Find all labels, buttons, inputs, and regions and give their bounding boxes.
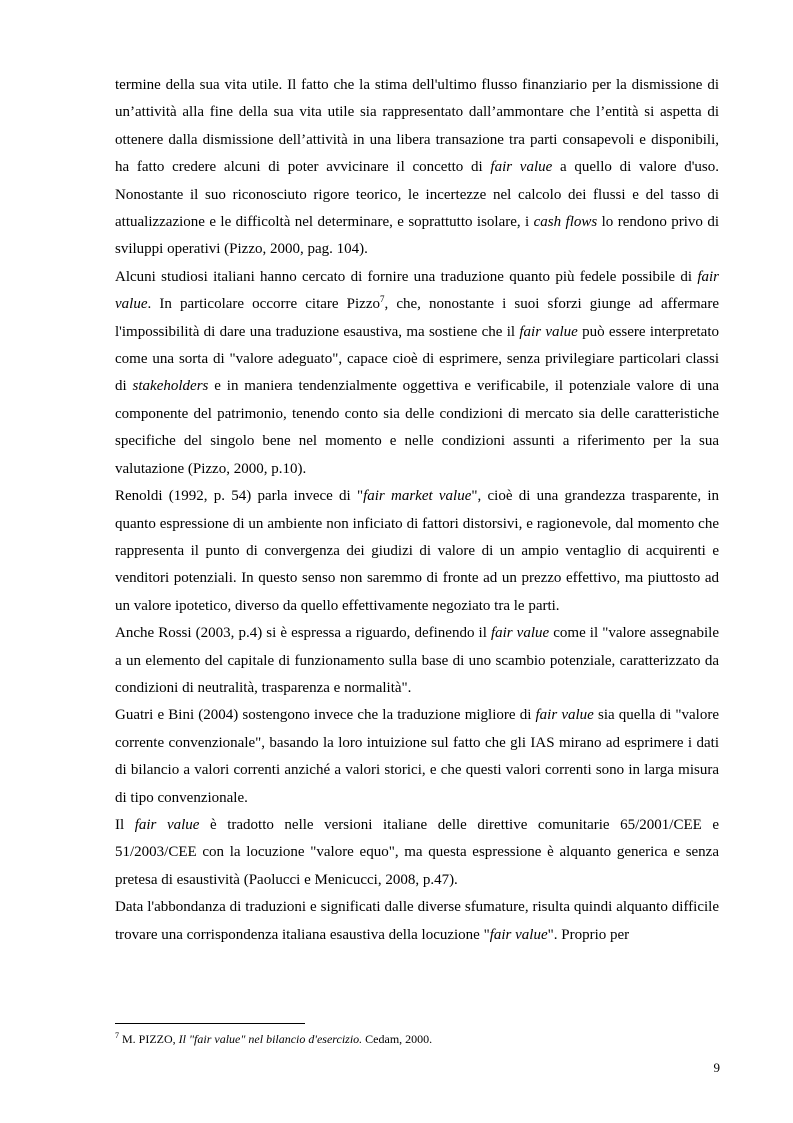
text-run: . In particolare occorre citare Pizzo [147, 296, 380, 313]
text-run: può essere interpretato come una sorta di "valore adeguato", capace cioè di esprimere, senza privilegiare particolari classi di [115, 323, 720, 395]
italic-term: fair value [489, 926, 548, 943]
footnote [115, 1031, 719, 1047]
text-run: Anche Rossi (2003, p.4) si è espressa a riguardo, definendo il [115, 625, 491, 642]
paragraph-p1 [115, 72, 719, 264]
text-run: a quello di valore d'uso. Nonostante il suo riconosciuto rigore teorico, le incertezze nel calcolo dei flussi e del tasso di attualizzazione e le difficoltà nel determinare, e soprattutto isolare, i [115, 159, 719, 231]
text-run: ", cioè di una grandezza trasparente, in quanto espressione di un ambiente non inficiato di fattori distorsivi, e ragionevole, dal momento che rappresenta il punto di convergenza dei giudizi di valore di un ampio ventaglio di acquirenti e venditori potenziali. In questo senso non saremmo di fronte ad un prezzo effettivo, ma piuttosto ad un valore ipotetico, diverso da quello effettivamente negoziato tra le parti. [115, 488, 719, 614]
italic-term: Il "fair value" nel bilancio d'esercizio. [178, 1032, 363, 1046]
paragraph-p2 [115, 264, 719, 483]
footnote-marker: 7 [380, 294, 385, 305]
text-run: termine della sua vita utile. Il fatto che la stima dell'ultimo flusso finanziario per la dismissione di un’attività alla fine della sua vita utile sia rappresentato dall’ammontare che l’entità si aspetta di ottenere dalla dismissione dell’attività in una libera transazione tra parti consapevoli e disponibili, ha fatto credere alcuni di poter avvicinare il concetto di [115, 77, 719, 176]
text-run: Renoldi (1992, p. 54) parla invece di " [115, 488, 364, 505]
text-run: lo rendono privo di sviluppi operativi (Pizzo, 2000, pag. 104). [115, 214, 719, 258]
italic-term: cash flows [533, 214, 598, 231]
italic-term: stakeholders [132, 378, 209, 395]
text-run: come il "valore assegnabile a un elemento del capitale di funzionamento sulla base di uno scambio potenziale, caratterizzato da condizioni di neutralità, trasparenza e normalità". [115, 625, 720, 696]
paragraph-p5 [115, 702, 719, 812]
italic-term: fair value [490, 159, 553, 176]
italic-term: fair market value [363, 488, 472, 505]
text-run: Guatri e Bini (2004) sostengono invece che la traduzione migliore di [115, 707, 536, 724]
body-text [115, 72, 719, 949]
text-run: sia quella di "valore corrente convenzionale", basando la loro intuizione sul fatto che gli IAS mirano ad esprimere i dati di bilancio a valori correnti anziché a valori storici, e che questi valori correnti sono in larga misura di tipo convenzionale. [115, 707, 719, 806]
paragraph-p3 [115, 483, 719, 620]
text-run: Cedam, 2000. [362, 1032, 433, 1046]
text-run: Il [115, 816, 135, 833]
paragraph-p7 [115, 894, 719, 949]
italic-term: fair value [519, 323, 578, 340]
footnote-marker: 7 [115, 1031, 119, 1040]
text-run: , che, nonostante i suoi sforzi giunge ad affermare l'impossibilità di dare una traduzione esaustiva, ma sostiene che il [115, 296, 719, 340]
page-number: 9 [713, 1060, 720, 1075]
italic-term: fair value [115, 268, 719, 313]
paragraph-p6 [115, 812, 719, 894]
text-run: ". Proprio per [547, 926, 630, 943]
paragraph-p4 [115, 620, 719, 702]
italic-term: fair value [490, 625, 550, 642]
italic-term: fair value [535, 707, 594, 724]
text-run: è tradotto nelle versioni italiane delle direttive comunitarie 65/2001/CEE e 51/2003/CEE con la locuzione "valore equo", ma questa espressione è alquanto generica e senza pretesa di esaustività (Paolucci e Menicucci, 2008, p.47). [115, 816, 719, 888]
text-run: Alcuni studiosi italiani hanno cercato di fornire una traduzione quanto più fedele possibile di [115, 268, 698, 285]
italic-term: fair value [134, 816, 200, 833]
footnote-separator [115, 1023, 305, 1024]
text-run: e in maniera tendenzialmente oggettiva e verificabile, il potenziale valore di una componente del patrimonio, tenendo conto sia delle condizioni di mercato sia delle caratteristiche specifiche del singolo bene nel momento e nelle condizioni assunti a riferimento per la sua valutazione (Pizzo, 2000, p.10). [115, 378, 720, 477]
text-run: M. PIZZO, [119, 1032, 179, 1046]
text-run: Data l'abbondanza di traduzioni e significati dalle diverse sfumature, risulta quindi alquanto difficile trovare una corrispondenza italiana esaustiva della locuzione " [115, 899, 719, 943]
